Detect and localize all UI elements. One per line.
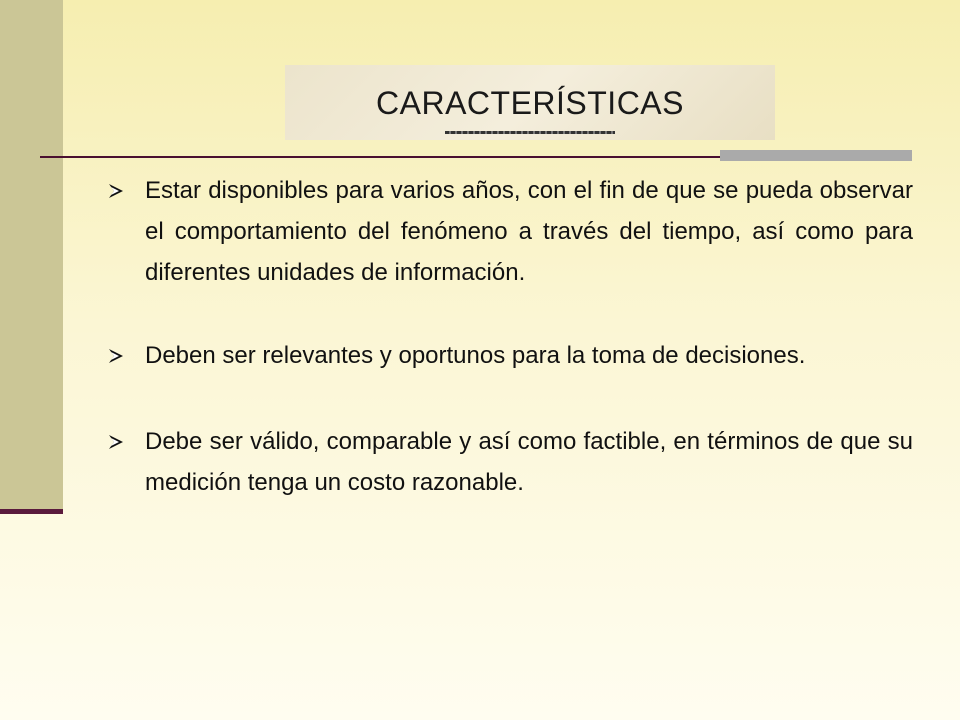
bullet-item (105, 170, 913, 293)
bullet-item (105, 421, 913, 503)
bullet-list (105, 170, 913, 503)
left-bar-line (0, 509, 63, 514)
title-underline-decoration (445, 131, 615, 134)
rule-accent-bar (720, 150, 912, 161)
left-decorative-bar (0, 0, 63, 510)
arrow-bullet-icon (107, 433, 125, 451)
bullet-item (105, 335, 913, 376)
title-box (285, 65, 775, 140)
bullet-text: Debe ser válido, comparable y así como factible, en términos de que su medición tenga un costo razonable. (145, 428, 913, 496)
slide-title: CARACTERÍSTICAS (376, 85, 684, 121)
bullet-text: Deben ser relevantes y oportunos para la toma de decisiones. (145, 342, 806, 369)
arrow-bullet-icon (107, 182, 125, 200)
arrow-bullet-icon (107, 347, 125, 365)
bullet-text: Estar disponibles para varios años, con el fin de que se pueda observar el comportamiento del fenómeno a través del tiempo, así como para diferentes unidades de información. (145, 177, 913, 286)
